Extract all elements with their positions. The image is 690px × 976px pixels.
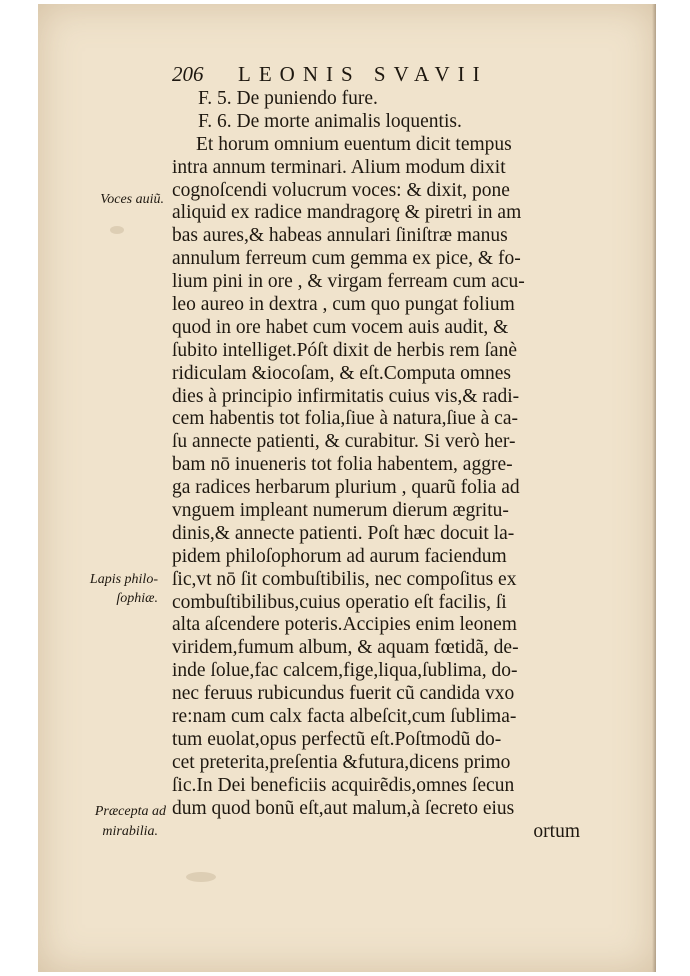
marginal-note-praecepta-line2: mirabilia. (102, 824, 158, 839)
text-line: ſubito intelliget.Póſt dixit de herbis rem ſanè (172, 339, 517, 361)
text-line: vnguem impleant numerum dierum ægritu- (172, 500, 509, 522)
page-edge-shadow (652, 4, 656, 972)
text-line: ſic.In Dei beneficiis acquirẽdis,omnes ſecun (172, 774, 515, 796)
text-line: ridiculam &iocoſam, & eſt.Computa omnes (172, 362, 512, 384)
text-line: F. 5. De puniendo fure. (198, 88, 378, 109)
text-line: pidem philoſophorum ad aurum faciendum (172, 545, 507, 567)
marginal-note-voces: Voces auiũ. (100, 192, 164, 207)
text-line: Et horum omnium euentum dicit tempus (196, 133, 512, 155)
text-line: inde ſolue,fac calcem,fige,liqua,ſublima, do- (172, 660, 518, 682)
text-line: viridem,fumum album, & aquam fœtidã, de- (172, 637, 519, 659)
catchword: ortum (533, 820, 580, 842)
running-header (172, 60, 602, 90)
main-text-block (172, 88, 590, 843)
text-line: tum euolat,opus perfectũ eſt.Poſtmodũ do- (172, 728, 502, 750)
marginal-note-praecepta-line1: Præcepta ad (94, 804, 166, 819)
text-line: F. 6. De morte animalis loquentis. (198, 110, 462, 132)
text-line: combuſtibilibus,cuius operatio eſt facilis, ſi (172, 591, 507, 613)
text-line: alta aſcendere poteris.Accipies enim leonem (172, 614, 517, 636)
text-line: ga radices herbarum plurium , quarũ folia ad (172, 477, 520, 499)
text-line: aliquid ex radice mandragorę & piretri in am (172, 202, 522, 224)
paper-stain (110, 226, 124, 234)
text-line: nec feruus rubicundus fuerit cũ candida vxo (172, 683, 515, 705)
page-number: 206 (172, 62, 204, 86)
text-line: dinis,& annecte patienti. Poſt hæc docuit la- (172, 522, 515, 544)
text-line: bam nō inueneris tot folia habentem, aggre- (172, 454, 513, 476)
text-line: quod in ore habet cum vocem auis audit, & (172, 316, 509, 338)
running-head-title: LEONIS SVAVII (238, 62, 488, 86)
text-line: cognoſcendi volucrum voces: & dixit, pone (172, 179, 510, 201)
text-line: leo aureo in dextra , cum quo pungat folium (172, 294, 515, 316)
marginal-note-lapis-line1: Lapis philo- (89, 572, 158, 587)
text-line: cet preterita,preſentia &futura,dicens primo (172, 751, 511, 773)
text-line: lium pini in ore , & virgam ferream cum acu- (172, 271, 525, 293)
marginal-note-lapis-line2: ſophiæ. (116, 591, 158, 606)
text-line: re:nam cum calx facta albeſcit,cum ſublima- (172, 706, 517, 728)
paper-stain (186, 872, 216, 882)
text-line: dies à principio infirmitatis cuius vis,& radi- (172, 385, 520, 407)
text-line: annulum ferreum cum gemma ex pice, & fo- (172, 248, 521, 270)
text-line: intra annum terminari. Alium modum dixit (172, 156, 506, 178)
text-line: ſic,vt nō ſit combuſtibilis, nec compoſitus ex (172, 568, 517, 590)
text-line: ſu annecte patienti, & curabitur. Si verò her- (172, 431, 516, 453)
text-line: bas aures,& habeas annulari ſiniſtræ manus (172, 225, 508, 247)
text-line: cem habentis tot folia,ſiue à natura,ſiue à ca- (172, 408, 518, 430)
text-line: dum quod bonũ eſt,aut malum,à ſecreto eius (172, 797, 515, 819)
